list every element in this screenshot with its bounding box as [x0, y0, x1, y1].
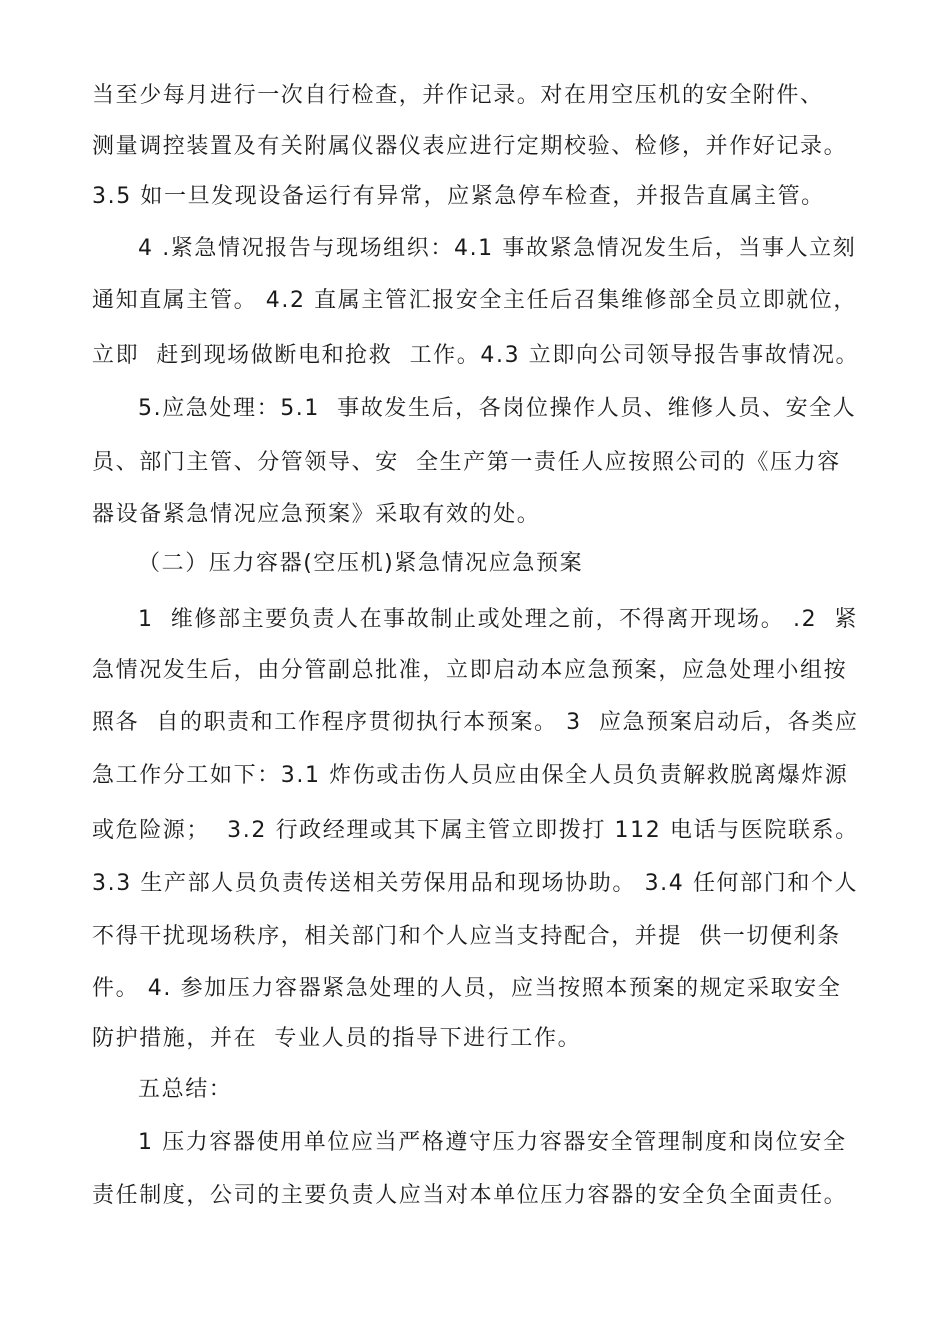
section-heading-5: 5.应急处理：5.1 事故发生后，各岗位操作人员、维修人员、安全人: [138, 396, 857, 421]
text-line: 3.3 生产部人员负责传送相关劳保用品和现场协助。 3.4 任何部门和个人: [92, 871, 859, 896]
text-line: 防护措施，并在 专业人员的指导下进行工作。: [92, 1026, 582, 1051]
text-line: 器设备紧急情况应急预案》采取有效的处。: [92, 502, 541, 527]
text-line: 当至少每月进行一次自行检查，并作记录。对在用空压机的安全附件、: [92, 83, 824, 108]
text-line: 立即 赶到现场做断电和抢救 工作。4.3 立即向公司领导报告事故情况。: [92, 343, 860, 368]
text-line: 件。 4. 参加压力容器紧急处理的人员，应当按照本预案的规定采取安全: [92, 976, 842, 1001]
section-title: （二）压力容器(空压机)紧急情况应急预案: [138, 551, 584, 576]
summary-heading: 五总结：: [138, 1077, 233, 1102]
section-heading-4: 4 .紧急情况报告与现场组织：4.1 事故紧急情况发生后，当事人立刻: [138, 236, 857, 261]
text-line: 照各 自的职责和工作程序贯彻执行本预案。 3 应急预案启动后，各类应: [92, 710, 859, 735]
text-line: 测量调控装置及有关附属仪器仪表应进行定期校验、检修，并作好记录。: [92, 134, 848, 159]
text-line: 员、部门主管、分管领导、安 全生产第一责任人应按照公司的《压力容: [92, 450, 841, 475]
text-line: 1 维修部主要负责人在事故制止或处理之前，不得离开现场。 .2 紧: [138, 607, 858, 632]
text-line: 不得干扰现场秩序，相关部门和个人应当支持配合，并提 供一切便利条: [92, 924, 841, 949]
text-line: 3.5 如一旦发现设备运行有异常，应紧急停车检查，并报告直属主管。: [92, 184, 825, 209]
text-line: 急工作分工如下：3.1 炸伤或击伤人员应由保全人员负责解救脱离爆炸源: [92, 763, 849, 788]
text-line: 急情况发生后，由分管副总批准，立即启动本应急预案，应急处理小组按: [92, 658, 848, 683]
text-line: 责任制度，公司的主要负责人应当对本单位压力容器的安全负全面责任。: [92, 1183, 848, 1208]
text-line: 通知直属主管。 4.2 直属主管汇报安全主任后召集维修部全员立即就位，: [92, 288, 857, 313]
text-line: 或危险源； 3.2 行政经理或其下属主管立即拨打 112 电话与医院联系。: [92, 818, 859, 843]
text-line: 1 压力容器使用单位应当严格遵守压力容器安全管理制度和岗位安全: [138, 1130, 847, 1155]
